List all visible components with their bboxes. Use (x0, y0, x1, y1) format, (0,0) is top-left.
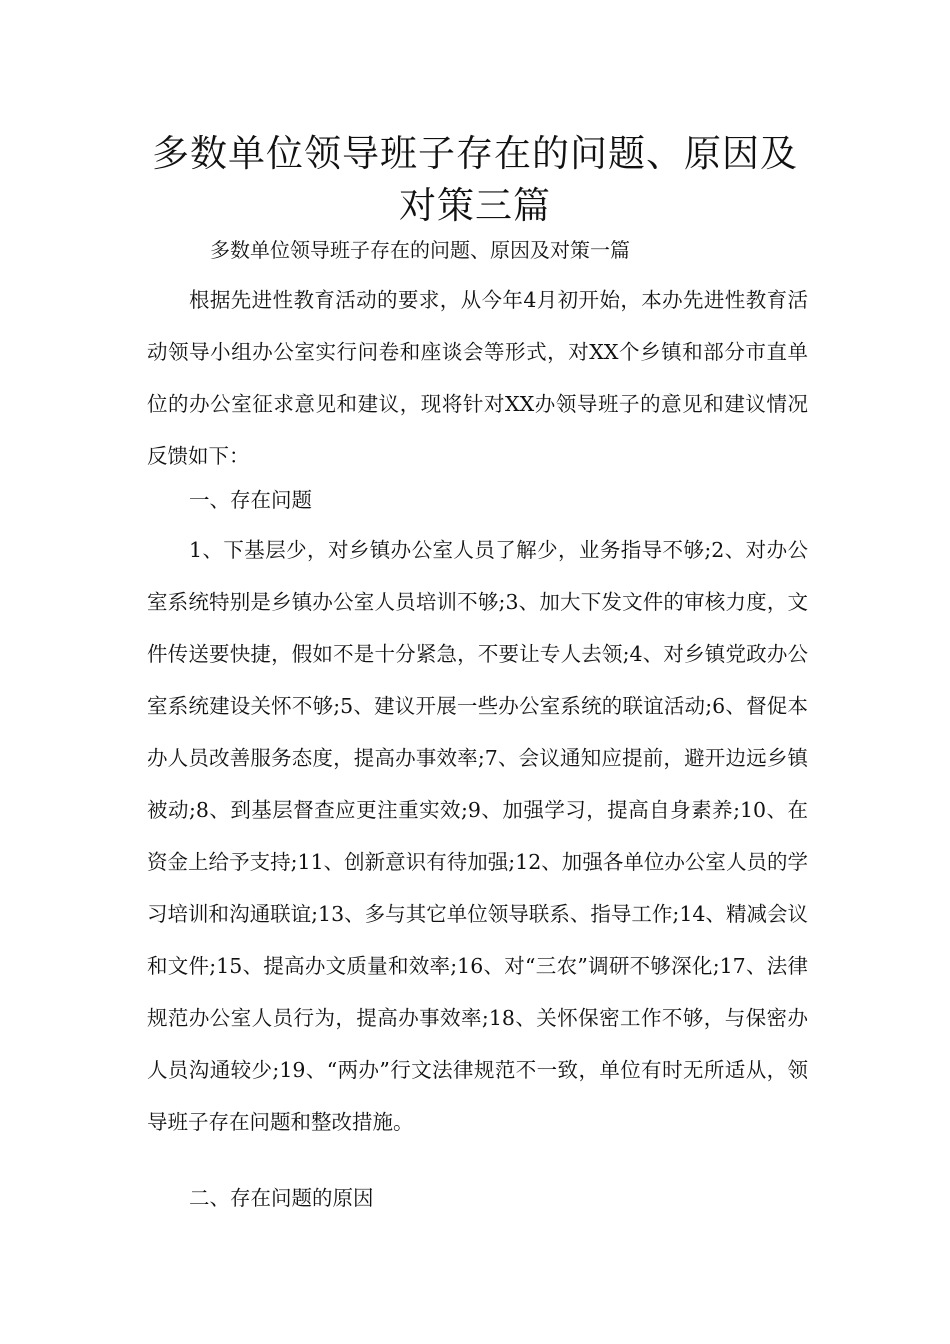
document-title: 多数单位领导班子存在的问题、原因及对策三篇 (152, 132, 798, 227)
intro-paragraph: 根据先进性教育活动的要求，从今年4月初开始，本办先进性教育活动领导小组办公室实行问卷和座谈会等形式，对XX个乡镇和部分市直单位的办公室征求意见和建议，现将针对XX办领导班子的意见和建议情况反馈如下： (147, 288, 808, 468)
issues-list-paragraph: 1、下基层少，对乡镇办公室人员了解少，业务指导不够;2、对办公室系统特别是乡镇办公室人员培训不够;3、加大下发文件的审核力度，文件传送要快捷，假如不是十分紧急，不要让专人去领;4、对乡镇党政办公室系统建设关怀不够;5、建议开展一些办公室系统的联谊活动;6、督促本办人员改善服务态度，提高办事效率;7、会议通知应提前，避开边远乡镇被动;8、到基层督查应更注重实效;9、加强学习，提高自身素养;10、在资金上给予支持;11、创新意识有待加强;12、加强各单位办公室人员的学习培训和沟通联谊;13、多与其它单位领导联系、指导工作;14、精减会议和文件;15、提高办文质量和效率;16、对“三农”调研不够深化;17、法律规范办公室人员行为，提高办事效率;18、关怀保密工作不够，与保密办人员沟通较少;19、“两办”行文法律规范不一致，单位有时无所适从，领导班子存在问题和整改措施。 (147, 538, 808, 1134)
document-subtitle: 多数单位领导班子存在的问题、原因及对策一篇 (210, 238, 630, 262)
section-heading-issues: 一、存在问题 (189, 488, 312, 512)
section-heading-causes: 二、存在问题的原因 (189, 1186, 374, 1210)
